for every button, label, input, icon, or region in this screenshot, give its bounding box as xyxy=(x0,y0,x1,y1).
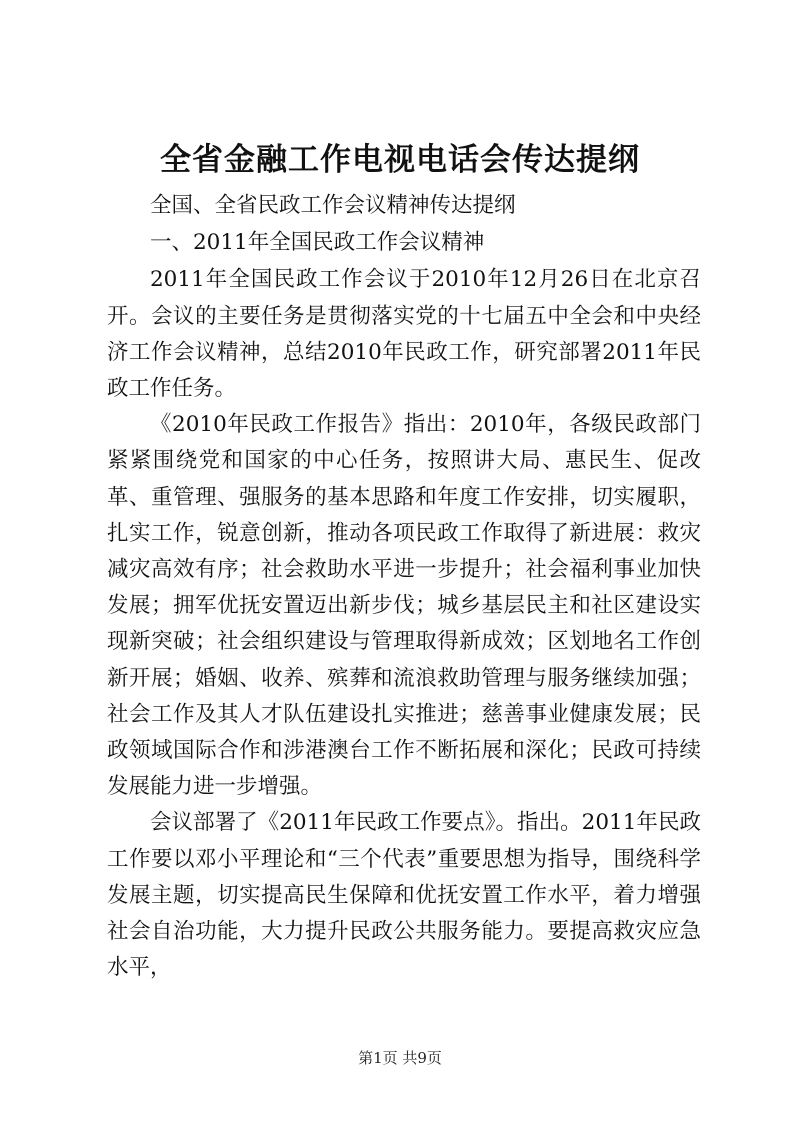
paragraph: 《2010年民政工作报告》指出：2010年，各级民政部门紧紧围绕党和国家的中心任务，按照讲大局、惠民生、促改革、重管理、强服务的基本思路和年度工作安排，切实履职，扎实工作，锐意创新，推动各项民政工作取得了新进展：救灾减灾高效有序；社会救助水平进一步提升；社会福利事业加快发展；拥军优抚安置迈出新步伐；城乡基层民主和社区建设实现新突破；社会组织建设与管理取得新成效；区划地名工作创新开展；婚姻、收养、殡葬和流浪救助管理与服务继续加强；社会工作及其人才队伍建设扎实推进；慈善事业健康发展；民政领域国际合作和涉港澳台工作不断拓展和深化；民政可持续发展能力进一步增强。 xyxy=(107,412,701,800)
paragraph: 会议部署了《2011年民政工作要点》。指出。2011年民政工作要以邓小平理论和“三个代表”重要思想为指导，围绕科学发展主题，切实提高民生保障和优抚安置工作水平，着力增强社会自治功能，大力提升民政公共服务能力。要提高救灾应急水平， xyxy=(107,810,701,981)
page-footer: 第1页 共9页 xyxy=(358,1049,442,1067)
document-title: 全省金融工作电视电话会传达提纲 xyxy=(160,142,640,178)
paragraph-section-heading: 一、2011年全国民政工作会议精神 xyxy=(150,230,485,256)
paragraph-subtitle: 全国、全省民政工作会议精神传达提纲 xyxy=(150,193,516,218)
paragraph: 2011年全国民政工作会议于2010年12月26日在北京召开。会议的主要任务是贯彻落实党的十七届五中全会和中央经济工作会议精神，总结2010年民政工作，研究部署2011年民政工作任务。 xyxy=(107,267,701,402)
document-body xyxy=(107,188,701,986)
